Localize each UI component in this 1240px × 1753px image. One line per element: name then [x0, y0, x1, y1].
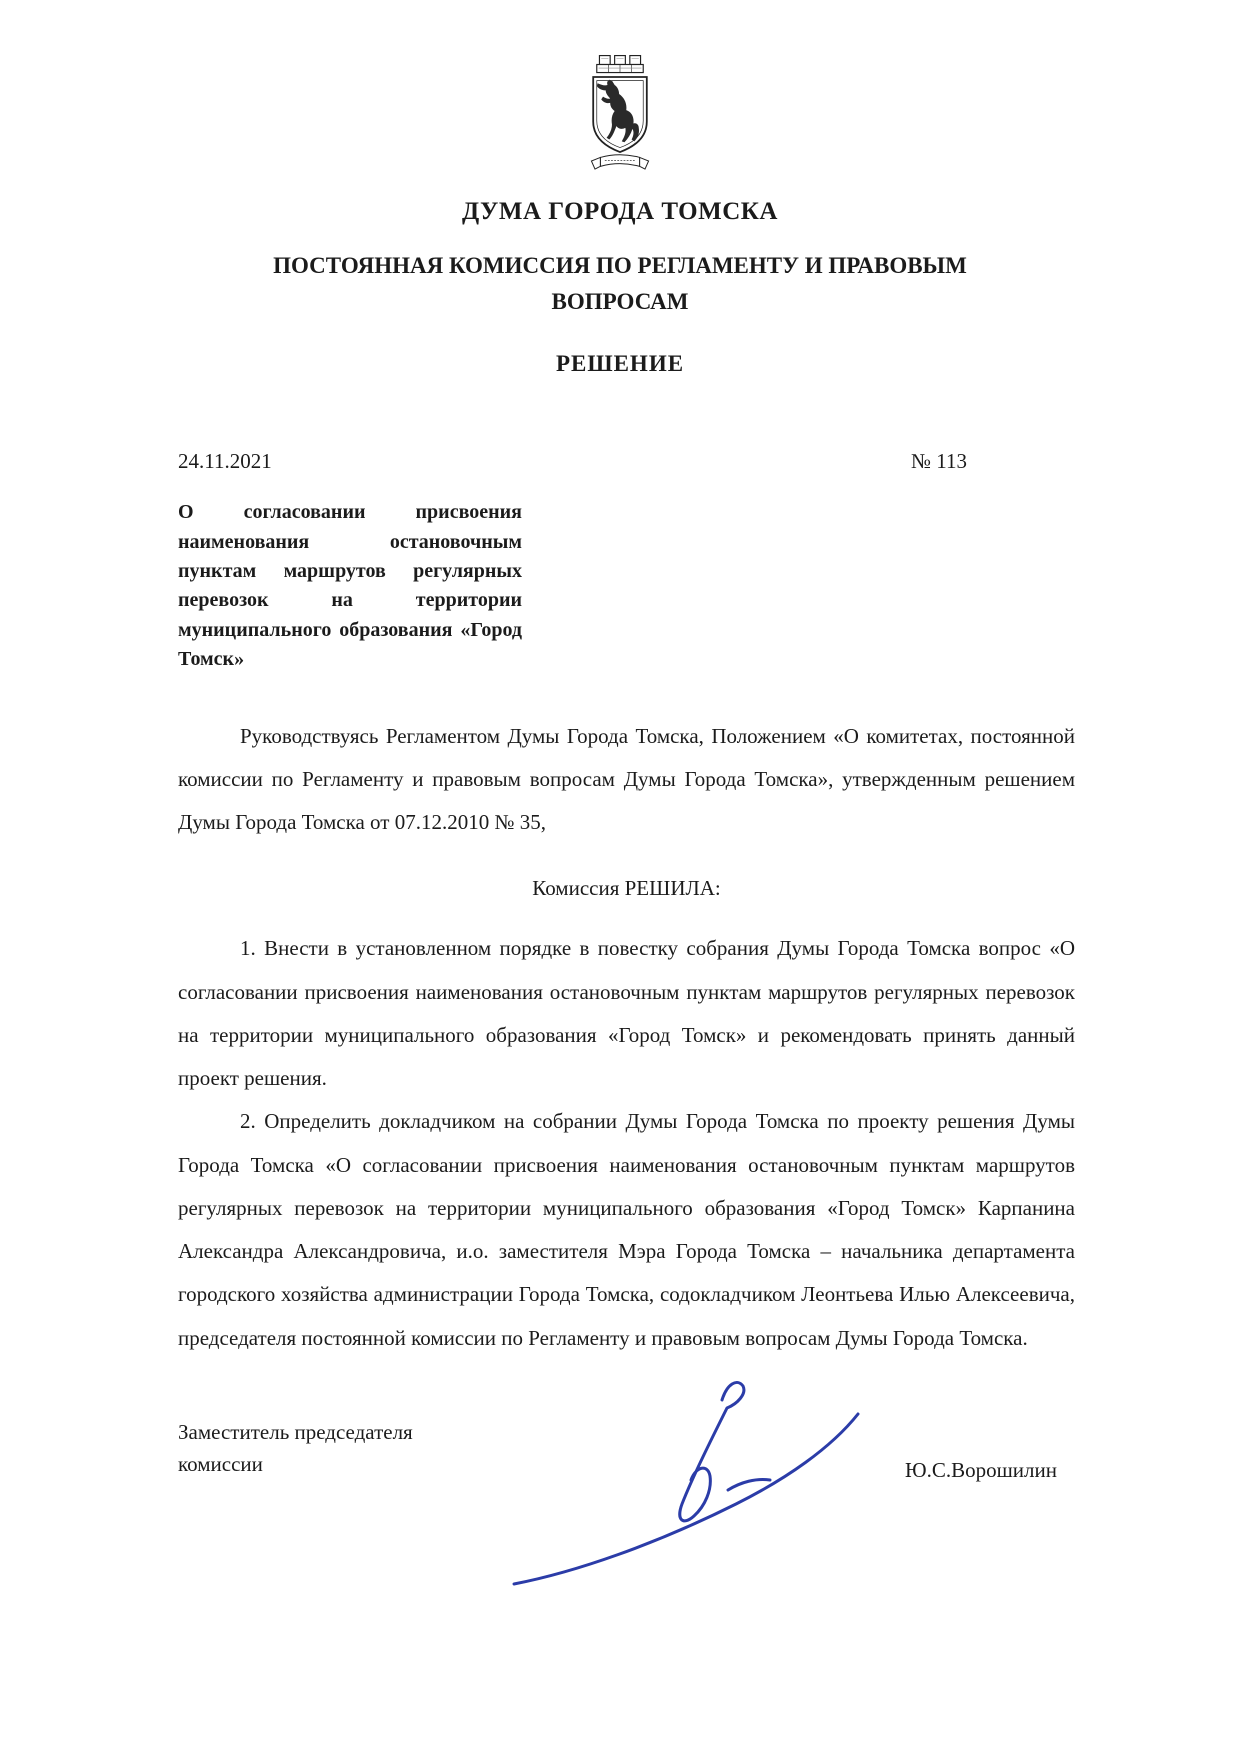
signer-name: Ю.С.Ворошилин — [905, 1457, 1057, 1482]
commission-title: ПОСТОЯННАЯ КОМИССИЯ ПО РЕГЛАМЕНТУ И ПРАВОВЫМ ВОПРОСАМ — [273, 253, 967, 314]
doc-subject: О согласовании присвоения наименования остановочным пунктам маршрутов регулярных перевозок на территории муниципального образования «Город Томск» — [178, 501, 522, 671]
doc-type-heading: РЕШЕНИЕ — [555, 351, 685, 377]
document-body — [0, 449, 1240, 1736]
tomsk-coat-of-arms — [575, 52, 665, 186]
handwritten-signature-icon — [496, 1372, 876, 1602]
meta-row — [178, 449, 1075, 474]
resolution-item-1: 1. Внести в установленном порядке в повестку собрания Думы Города Томска вопрос «О согласовании присвоения наименования остановочным пунктам маршрутов регулярных перевозок на территории муниципального образования «Город Томск» и рекомендовать принять данный проект решения. — [178, 936, 1075, 1091]
doc-date: 24.11.2021 — [178, 449, 272, 474]
ribbon-icon — [591, 155, 648, 169]
shield-icon — [593, 77, 647, 152]
preamble-paragraph: Руководствуясь Регламентом Думы Города Томска, Положением «О комитетах, постоянной комиссии по Регламенту и правовым вопросам Думы Города Томска», утвержденным решением Думы Города Томска от 07.12.2010 № 35, — [178, 723, 1075, 835]
signature-block — [178, 1416, 1075, 1736]
signer-title: Заместитель председателя комиссии — [178, 1419, 413, 1477]
resolution-heading: Комиссия РЕШИЛА: — [532, 876, 721, 901]
resolution-item-2: 2. Определить докладчиком на собрании Думы Города Томска по проекту решения Думы Города Томска «О согласовании присвоения наименования остановочным пунктам маршрутов регулярных перевозок на территории муниципального образования «Город Томск» Карпанина Александра Александровича, и.о. заместителя Мэра Города Томска – начальника департамента городского хозяйства администрации Города Томска, содокладчиком Леонтьева Илью Алексеевича, председателя постоянной комиссии по Регламенту и правовым вопросам Думы Города Томска. — [178, 1109, 1075, 1350]
doc-number: № 113 — [910, 449, 967, 474]
mural-crown-icon — [597, 56, 643, 73]
org-title: ДУМА ГОРОДА ТОМСКА — [462, 198, 778, 225]
